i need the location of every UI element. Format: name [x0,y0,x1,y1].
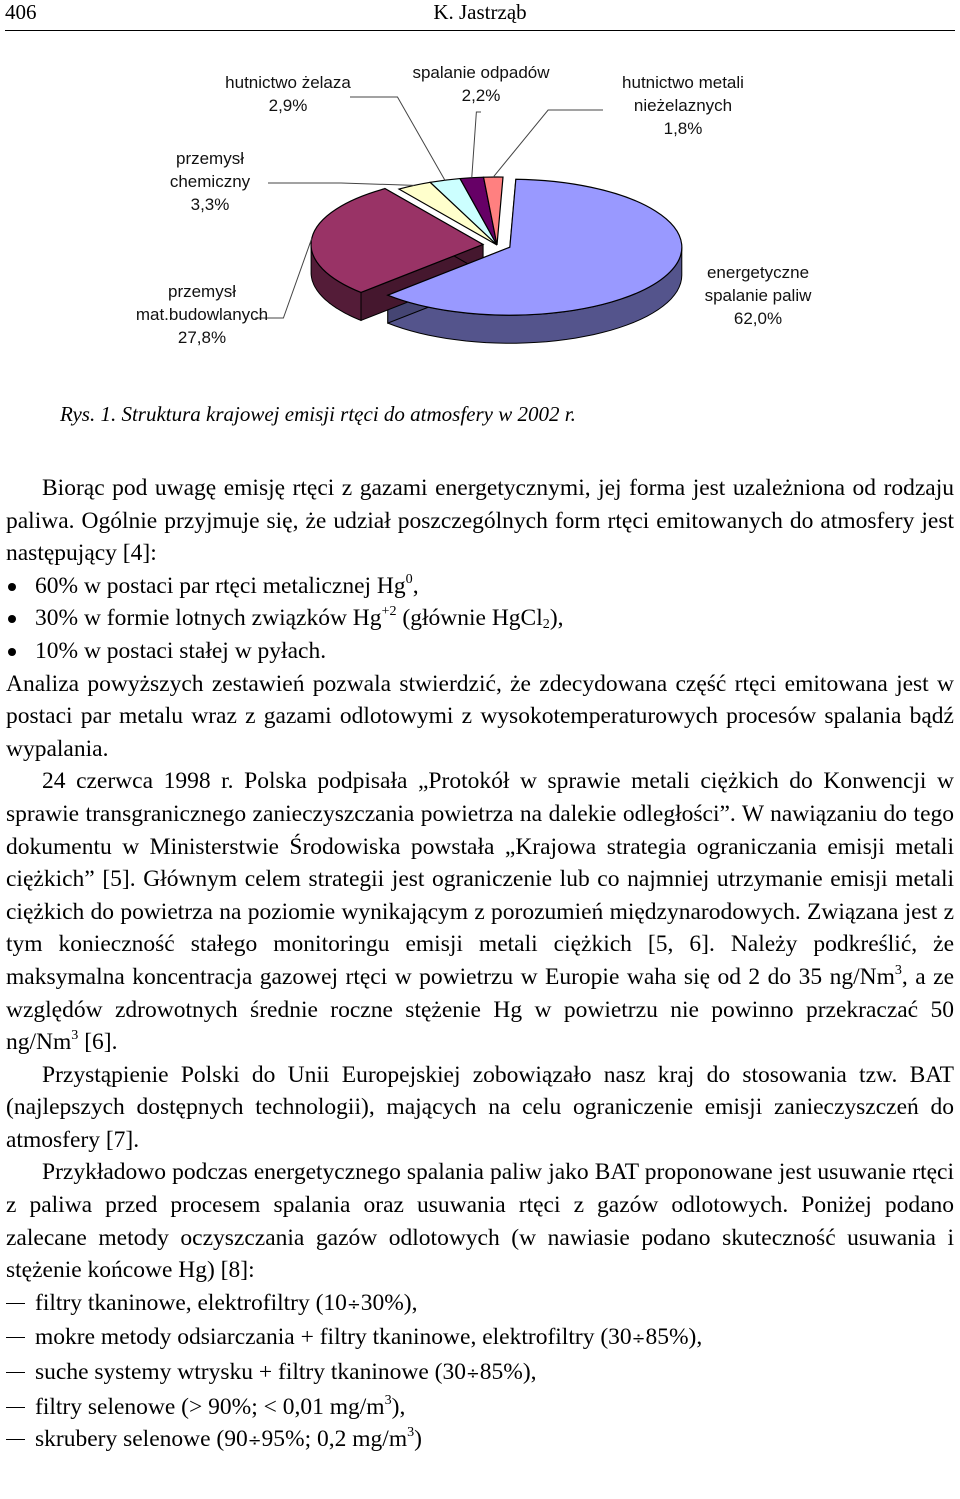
pie-label: 3,3% [190,195,230,214]
pie-leader-line [268,183,414,185]
pie-label: przemysł [167,282,237,301]
paragraph-3: 24 czerwca 1998 r. Polska podpisała „Protokół w sprawie metali ciężkich do Konwencji w sprawie transgranicznego zanieczyszczania powietrza na dalekie odległości”. W nawiązaniu do tego dokumentu w Ministerstwie Środowiska powstała „Krajowa strategia ograniczania emisji metali ciężkich” [5]. Głównym celem strategii jest ograniczenie lub co najmniej utrzymanie emisji metali ciężkich do powietrza na poziomie wynikającym z porozumień międzynarodowych. Związana jest z tym konieczność stałego monitoringu emisji metali ciężkich [5, 6]. Należy podkreślić, że maksymalna koncentracja gazowej rtęci w powietrzu w Europie waha się od 2 do 35 ng/Nm$^3$, a ze względów zdrowotnych średnie roczne stężenie Hg w powietrzu nie powinno przekraczać 50 ng/Nm$^3$ [6]. [6,768,955,1056]
pie-3d-group [311,177,682,343]
body-text [6,472,954,1458]
pie-label: przemysł [175,149,245,168]
pie-label: hutnictwo żelaza [225,73,351,92]
paragraph-5: Przykładowo podczas energetycznego spalania paliw jako BAT proponowane jest usuwanie rtęci z paliwa przed procesem spalania oraz usuwania rtęci z gazów odlotowych. Poniżej podano zalecane metody oczyszczania gazów odlotowych (w nawiasie podano skuteczność usuwania i stężenie końcowe Hg) [8]: [6,1159,954,1284]
dash-item-1: filtry tkaninowe, elektrofiltry (10÷30%), [6,1287,954,1322]
dash-item-2: mokre metody odsiarczania + filtry tkaninowe, elektrofiltry (30÷85%), [6,1321,954,1356]
pie-label: spalanie odpadów [412,63,550,82]
bullet-item-1: 60% w postaci par rtęci metalicznej Hg$^0$, [6,570,954,603]
paragraph-2: Analiza powyższych zestawień pozwala stwierdzić, że zdecydowana część rtęci emitowana jest w postaci par metalu wraz z gazami odlotowymi z wysokotemperaturowych procesów spalania bądź wypalania. [6,670,954,762]
pie-label: 62,0% [733,309,783,328]
dash-list [6,1287,954,1458]
pie-leader-line [350,97,445,180]
pie-label: chemiczny [169,172,251,191]
figure-caption: Rys. 1. Struktura krajowej emisji rtęci do atmosfery w 2002 r. [60,402,576,426]
running-head-author: K. Jastrząb [433,0,527,24]
pie-label: 1,8% [663,119,703,138]
paragraph-4: Przystąpienie Polski do Unii Europejskiej zobowiązało nasz kraj do stosowania tzw. BAT (najlepszych dostępnych technologii), mających na celu ograniczenie emisji zanieczyszczeń do atmosfery [7]. [6,1061,954,1153]
bullet-list [6,570,954,668]
pie-label: energetyczne [706,263,810,282]
pie-label: 2,9% [268,96,308,115]
page-number: 406 [5,0,37,24]
pie-leader-line [472,112,481,178]
pie-label: hutnictwo metali [622,73,744,92]
pie-leader-line [493,110,603,177]
page-header [5,0,955,24]
pie-label: spalanie paliw [704,286,812,305]
pie-chart [0,40,960,380]
dash-item-3: suche systemy wtrysku + filtry tkaninowe (30÷85%), [6,1356,954,1391]
bullet-item-2: 30% w formie lotnych związków $Hg^{+2}$ (głównie HgCl$_2$), [6,602,954,635]
header-rule [5,30,955,31]
bullet-item-3: 10% w postaci stałej w pyłach. [6,635,954,668]
pie-label: mat.budowlanych [135,305,269,324]
paragraph-1: Biorąc pod uwagę emisję rtęci z gazami energetycznymi, jej forma jest uzależniona od rodzaju paliwa. Ogólnie przyjmuje się, że udział poszczególnych form rtęci emitowanych do atmosfery jest następujący [4]: [6,475,954,567]
dash-item-4: filtry selenowe (> 90%; < 0,01 $mg/m^3$), [6,1391,954,1424]
pie-label: 2,2% [461,86,501,105]
pie-label: nieżelaznych [633,96,733,115]
dash-item-5: skrubery selenowe (90÷95%; 0,2 $mg/m^3$) [6,1423,954,1458]
pie-label: 27,8% [177,328,227,347]
